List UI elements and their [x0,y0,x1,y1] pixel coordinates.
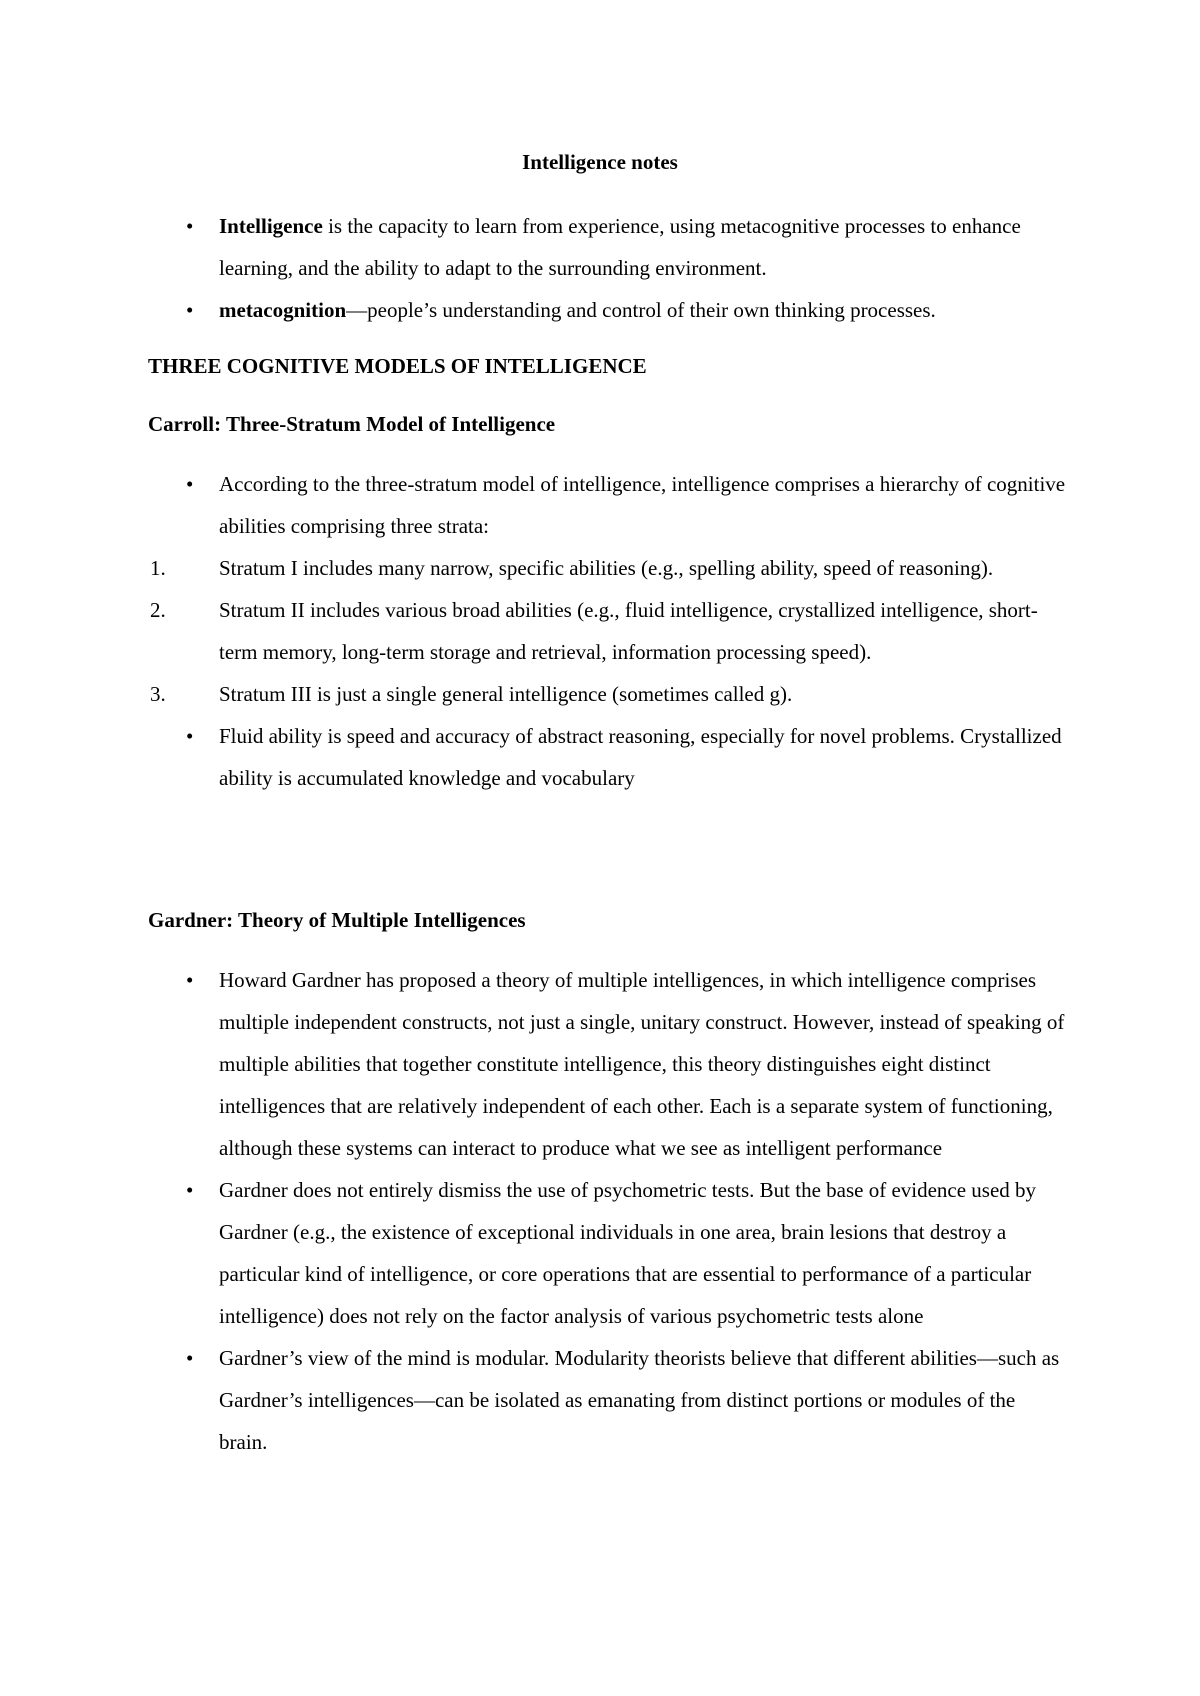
bullet-icon: • [186,298,194,322]
section-heading: THREE COGNITIVE MODELS OF INTELLIGENCE [148,354,647,378]
gardner-bullet-3: Gardner’s view of the mind is modular. Modularity theorists believe that different abilities—such as Gardner’s intelligences—can be isolated as emanating from distinct portions or modules of the brain. [219,1346,1060,1454]
carroll-list [148,463,1068,799]
list-number: 1. [150,556,166,580]
list-item [148,205,1068,289]
list-item [148,463,1068,547]
bullet-icon: • [186,1178,194,1202]
list-number: 2. [150,598,166,622]
document-title: Intelligence notes [522,150,678,174]
term-metacognition: metacognition [219,298,347,322]
definition-metacognition: —people’s understanding and control of their own thinking processes. [346,298,936,322]
carroll-heading: Carroll: Three-Stratum Model of Intelligence [148,412,556,436]
bullet-icon: • [186,724,194,748]
stratum-2-text: Stratum II includes various broad abilities (e.g., fluid intelligence, crystallized intelligence, short-term memory, long-term storage and retrieval, information processing speed). [219,598,1038,664]
term-intelligence: Intelligence [219,214,323,238]
bullet-icon: • [186,214,194,238]
bullet-icon: • [186,1346,194,1370]
list-item [148,589,1068,673]
intro-bullet-list [148,205,1068,331]
definition-intelligence: is the capacity to learn from experience, using metacognitive processes to enhance learning, and the ability to adapt to the surrounding environment. [219,214,1021,280]
list-item [148,289,1068,331]
list-number: 3. [150,682,166,706]
list-item [148,715,1068,799]
gardner-bullet-2: Gardner does not entirely dismiss the use of psychometric tests. But the base of evidence used by Gardner (e.g., the existence of exceptional individuals in one area, brain lesions that destroy a particular kind of intelligence, or core operations that are essential to performance of a particular intelligence) does not rely on the factor analysis of various psychometric tests alone [219,1178,1037,1328]
fluid-ability-text: Fluid ability is speed and accuracy of abstract reasoning, especially for novel problems. Crystallized ability is accumulated knowledge and vocabulary [219,724,1062,790]
gardner-heading: Gardner: Theory of Multiple Intelligences [148,908,526,932]
list-item [148,673,1068,715]
list-item [148,1169,1068,1337]
list-item [148,1337,1068,1463]
carroll-intro: According to the three-stratum model of intelligence, intelligence comprises a hierarchy of cognitive abilities comprising three strata: [219,472,1066,538]
gardner-list [148,959,1068,1463]
stratum-3-text: Stratum III is just a single general intelligence (sometimes called g). [219,682,793,706]
bullet-icon: • [186,968,194,992]
list-item [148,547,1068,589]
gardner-bullet-1: Howard Gardner has proposed a theory of multiple intelligences, in which intelligence comprises multiple independent constructs, not just a single, unitary construct. However, instead of speaking of multiple abilities that together constitute intelligence, this theory distinguishes eight distinct intelligences that are relatively independent of each other. Each is a separate system of functioning, although these systems can interact to produce what we see as intelligent performance [219,968,1065,1160]
stratum-1-text: Stratum I includes many narrow, specific abilities (e.g., spelling ability, speed of reasoning). [219,556,994,580]
bullet-icon: • [186,472,194,496]
list-item [148,959,1068,1169]
